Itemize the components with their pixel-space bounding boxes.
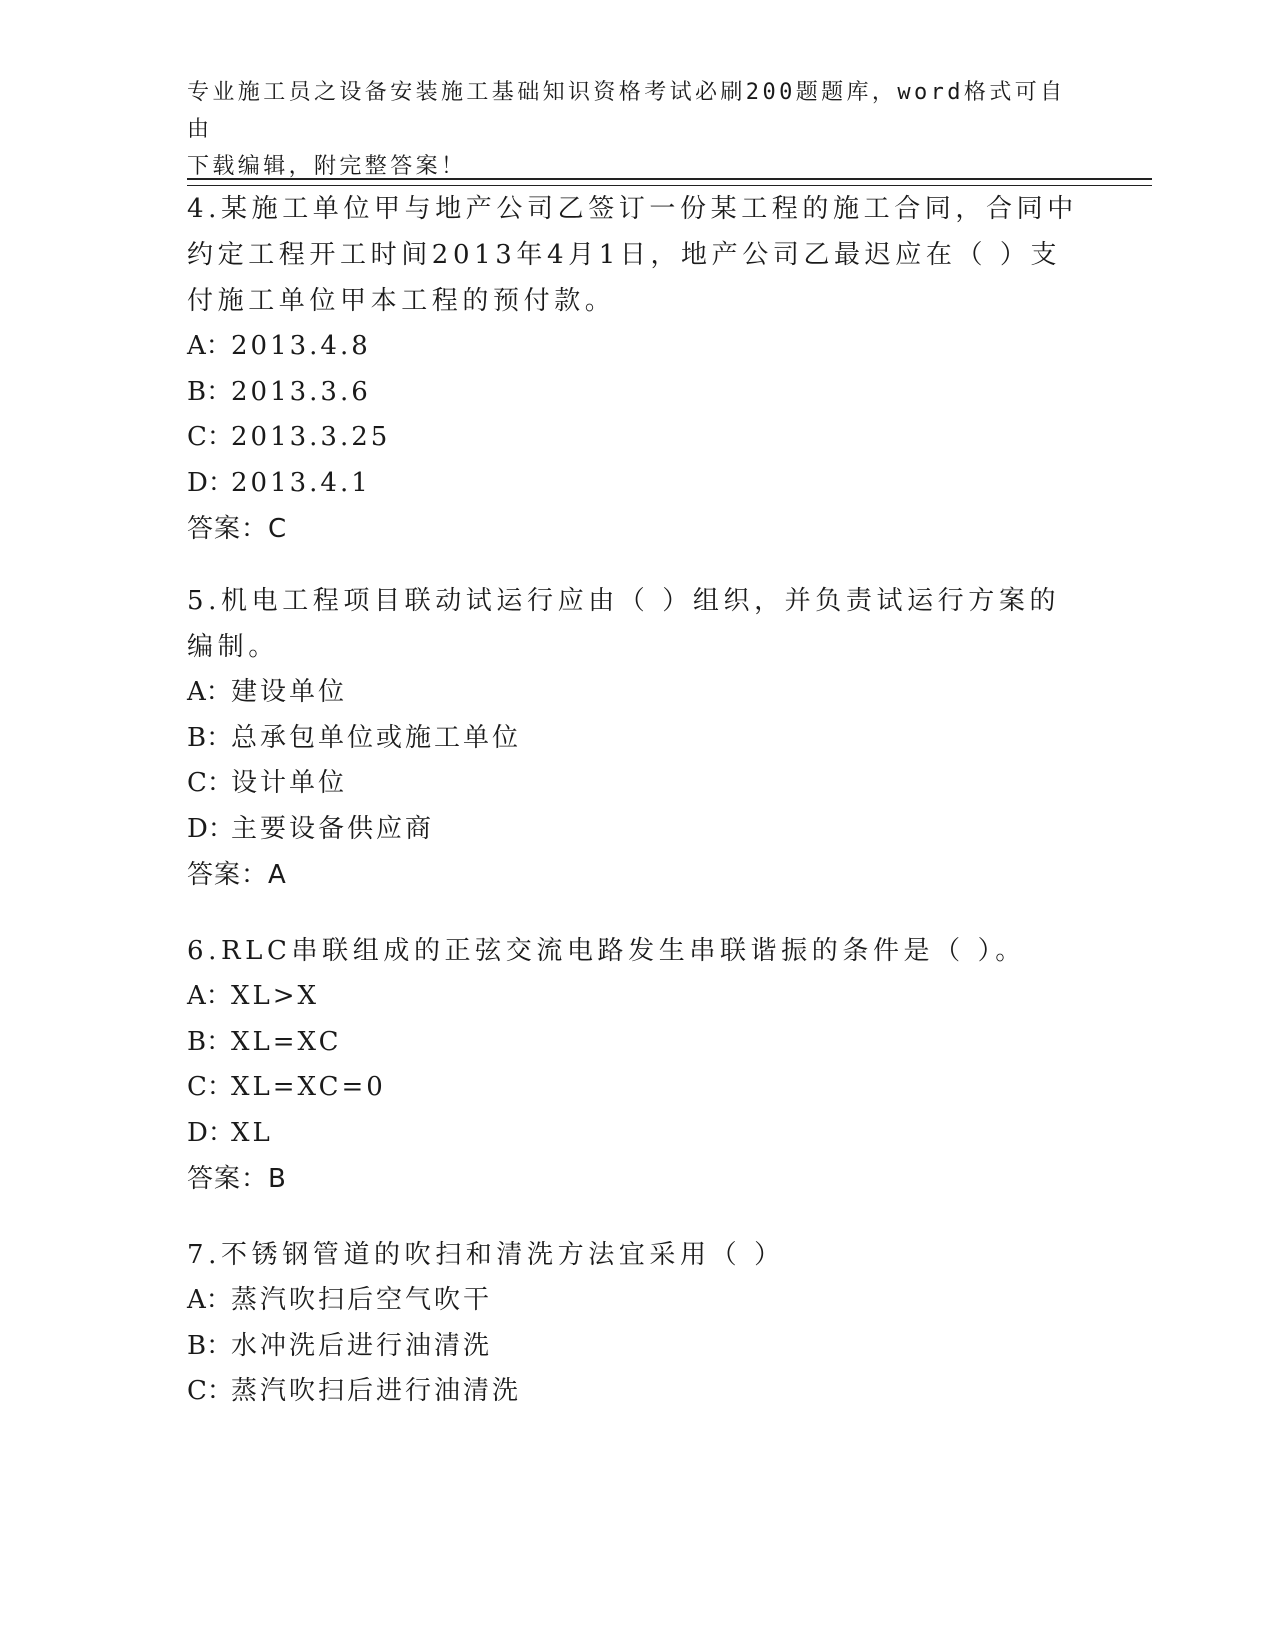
option-b: B：2013.3.6 — [187, 376, 371, 407]
option-b: B：XL=XC — [187, 1026, 342, 1057]
question-7 — [187, 1232, 1087, 1415]
option-b: B：水冲洗后进行油清洗 — [187, 1330, 493, 1361]
answer: 答案：A — [187, 860, 287, 890]
header-line-1: 专业施工员之设备安装施工基础知识资格考试必刷200题题库，word格式可自由 — [187, 80, 1066, 142]
option-c: C：XL=XC=0 — [187, 1072, 386, 1102]
option-b: B：总承包单位或施工单位 — [187, 722, 522, 753]
option-d: D：2013.4.1 — [187, 467, 371, 498]
option-c: C：2013.3.25 — [187, 422, 391, 452]
answer: 答案：C — [187, 514, 288, 544]
option-a: A：蒸汽吹扫后空气吹干 — [187, 1285, 493, 1315]
question-stem: 5.机电工程项目联动试运行应由（ ）组织，并负责试运行方案的编制。 — [187, 586, 1061, 662]
option-c: C：设计单位 — [187, 768, 348, 798]
question-stem: 4.某施工单位甲与地产公司乙签订一份某工程的施工合同，合同中约定工程开工时间2013年4月1日，地产公司乙最迟应在（ ）支付施工单位甲本工程的预付款。 — [187, 194, 1078, 316]
option-a: A：建设单位 — [187, 677, 348, 707]
option-d: D：XL — [187, 1117, 273, 1148]
question-5 — [187, 578, 1087, 898]
document-header — [187, 74, 1067, 185]
option-d: D：主要设备供应商 — [187, 813, 435, 844]
option-a: A：2013.4.8 — [187, 331, 371, 361]
header-line-2: 下载编辑，附完整答案！ — [187, 154, 467, 179]
question-stem: 7.不锈钢管道的吹扫和清洗方法宜采用（ ） — [187, 1240, 785, 1270]
question-4 — [187, 186, 1087, 552]
question-stem: 6.RLC串联组成的正弦交流电路发生串联谐振的条件是（ ）。 — [187, 936, 1026, 966]
option-c: C：蒸汽吹扫后进行油清洗 — [187, 1376, 522, 1406]
option-a: A：XL>X — [187, 981, 320, 1011]
header-divider — [187, 178, 1152, 186]
answer: 答案：B — [187, 1164, 287, 1194]
question-6 — [187, 928, 1087, 1202]
